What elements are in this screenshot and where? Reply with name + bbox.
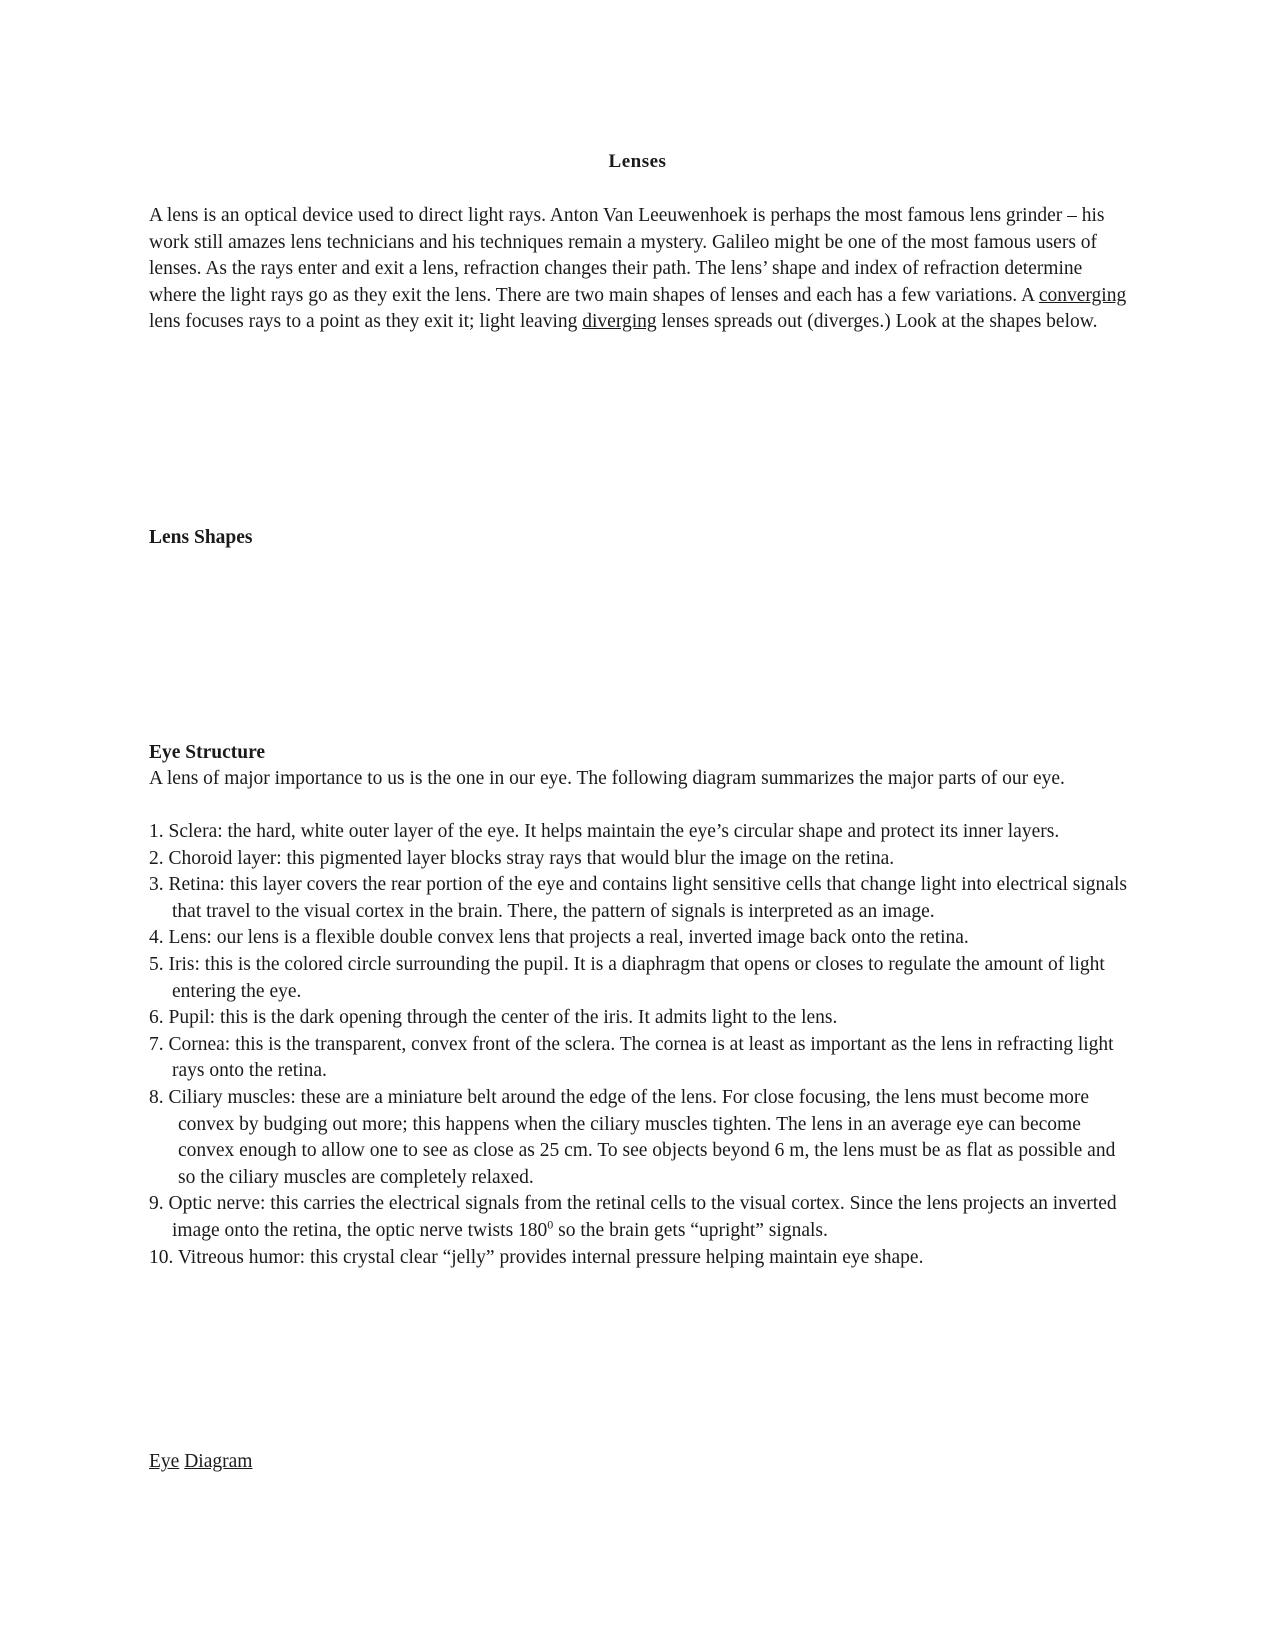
eye-parts-list [149,819,1129,1271]
item-9-tail: so the brain gets “upright” signals. [553,1219,828,1241]
eye-structure-intro: A lens of major importance to us is the one in our eye. The following diagram summarizes the major parts of our eye. [149,768,1065,789]
eye-diagram-word-2: Diagram [184,1451,253,1472]
diverging-term: diverging [582,311,657,333]
intro-text-1: A lens is an optical device used to direct light rays. Anton Van Leeuwenhoek is perhaps the most famous lens grinder – his work still amazes lens technicians and his techniques remain a mystery. Galileo might be one of the most famous users of lenses. As the rays enter and exit a lens, refraction changes their path. The lens’ shape and index of refraction determine where the light rays go as they exit the lens. There are two main shapes of lenses and each has a few variations. A [149,205,1105,306]
intro-text-2: lens focuses rays to a point as they exit it; light leaving [149,311,583,333]
eye-structure-heading: Eye Structure [149,742,266,763]
intro-text-3: lenses spreads out (diverges.) Look at the shapes below. [656,311,1098,333]
page-title: Lenses [608,151,667,172]
list-item: 7. Cornea: this is the transparent, convex front of the sclera. The cornea is at least as important as the lens in refracting light rays onto the retina. [149,1033,1114,1082]
list-item: 6. Pupil: this is the dark opening through the center of the iris. It admits light to the lens. [149,1007,838,1029]
converging-term: converging [1038,284,1127,306]
eye-diagram-word-1: Eye [149,1451,180,1472]
list-item: 10. Vitreous humor: this crystal clear “jelly” provides internal pressure helping maintain eye shape. [149,1246,924,1268]
eye-diagram-caption [149,1449,252,1475]
list-item: 8. Ciliary muscles: these are a miniature belt around the edge of the lens. For close focusing, the lens must become more convex by budging out more; this happens when the ciliary muscles tighten. The lens in an average eye can become convex enough to allow one to see as close as 25 cm. To see objects beyond 6 m, the lens must be as flat as possible and so the ciliary muscles are completely relaxed. [149,1086,1116,1188]
item-9-text: 9. Optic nerve: this carries the electrical signals from the retinal cells to the visual cortex. Since the lens projects an inverted image onto the retina, the optic nerve twists 180 [149,1193,1117,1241]
lens-shapes-heading: Lens Shapes [149,527,253,548]
intro-paragraph [149,203,1129,336]
list-item: 3. Retina: this layer covers the rear portion of the eye and contains light sensitive cells that change light into electrical signals that travel to the visual cortex in the brain. There, the pattern of signals is interpreted as an image. [149,874,1127,922]
degree-superscript: 0 [547,1217,554,1232]
list-item [149,1191,1129,1244]
list-item: 4. Lens: our lens is a flexible double convex lens that projects a real, inverted image back onto the retina. [149,927,969,949]
list-item: 5. Iris: this is the colored circle surrounding the pupil. It is a diaphragm that opens or closes to regulate the amount of light entering the eye. [149,953,1105,1002]
list-item: 1. Sclera: the hard, white outer layer of the eye. It helps maintain the eye’s circular shape and protect its inner layers. [149,821,1060,842]
list-item: 2. Choroid layer: this pigmented layer blocks stray rays that would blur the image on the retina. [149,847,895,869]
